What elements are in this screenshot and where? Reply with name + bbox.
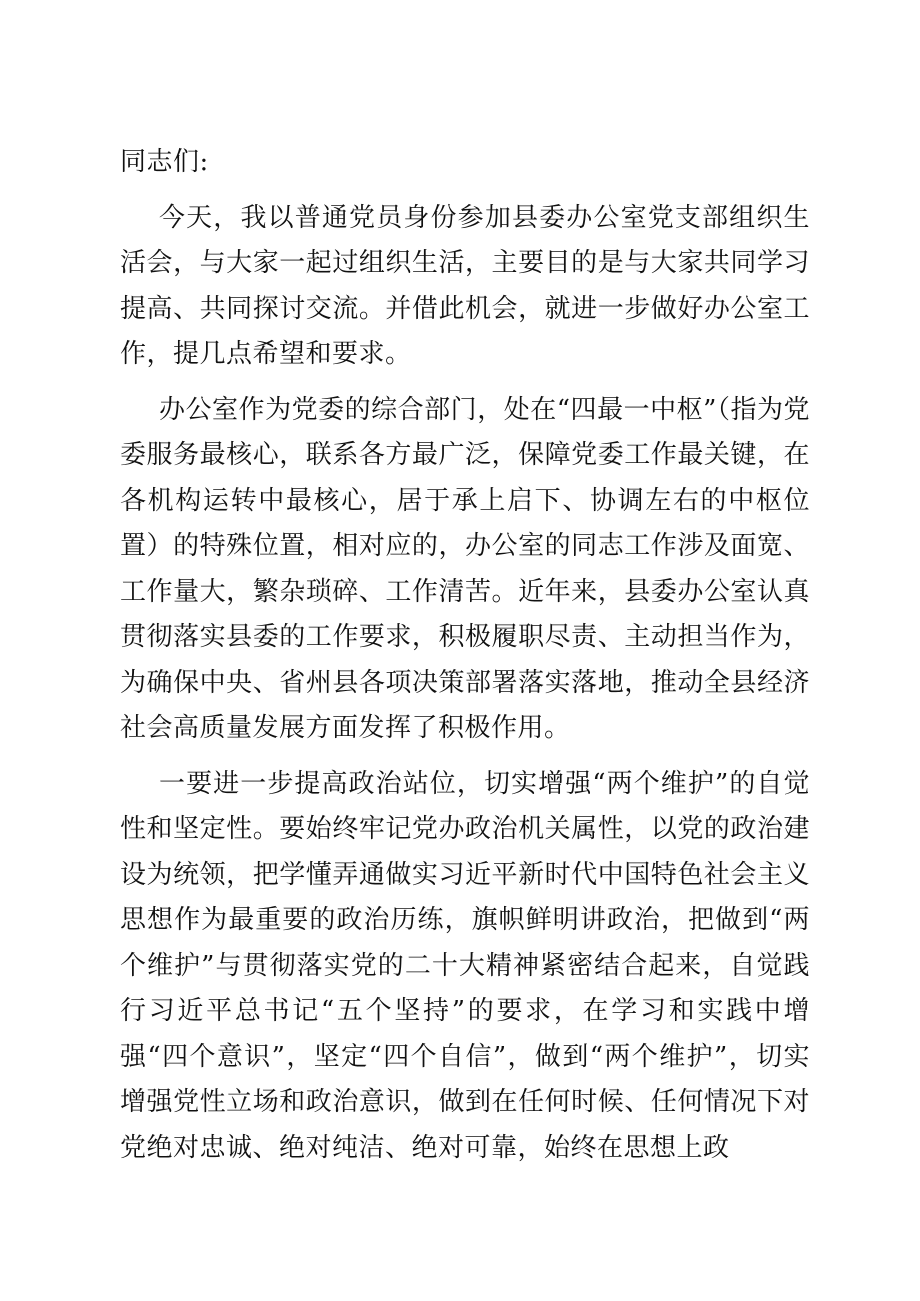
document-body <box>120 140 810 1181</box>
paragraph-intro: 今天，我以普通党员身份参加县委办公室党支部组织生活会，与大家一起过组织生活，主要目的是与大家共同学习提高、共同探讨交流。并借此机会，就进一步做好办公室工作，提几点希望和要求。 <box>120 202 810 369</box>
paragraph-office-role: 办公室作为党委的综合部门，处在“四最一中枢”（指为党委服务最核心，联系各方最广泛，保障党委工作最关键，在各机构运转中最核心，居于承上启下、协调左右的中枢位置）的特殊位置，相对应的，办公室的同志工作涉及面宽、工作量大，繁杂琐碎、工作清苦。近年来，县委办公室认真贯彻落实县委的工作要求，积极履职尽责、主动担当作为，为确保中央、省州县各项决策部署落实落地，推动全县经济社会高质量发展方面发挥了积极作用。 <box>120 394 810 743</box>
salutation: 同志们: <box>120 147 209 177</box>
paragraph-point-one: 一要进一步提高政治站位，切实增强“两个维护”的自觉性和坚定性。要始终牢记党办政治机关属性，以党的政治建设为统领，把学懂弄通做实习近平新时代中国特色社会主义思想作为最重要的政治历练，旗帜鲜明讲政治，把做到“两个维护”与贯彻落实党的二十大精神紧密结合起来，自觉践行习近平总书记“五个坚持”的要求，在学习和实践中增强“四个意识”，坚定“四个自信”，做到“两个维护”，切实增强党性立场和政治意识，做到在任何时候、任何情况下对党绝对忠诚、绝对纯洁、绝对可靠，始终在思想上政 <box>120 768 810 1163</box>
